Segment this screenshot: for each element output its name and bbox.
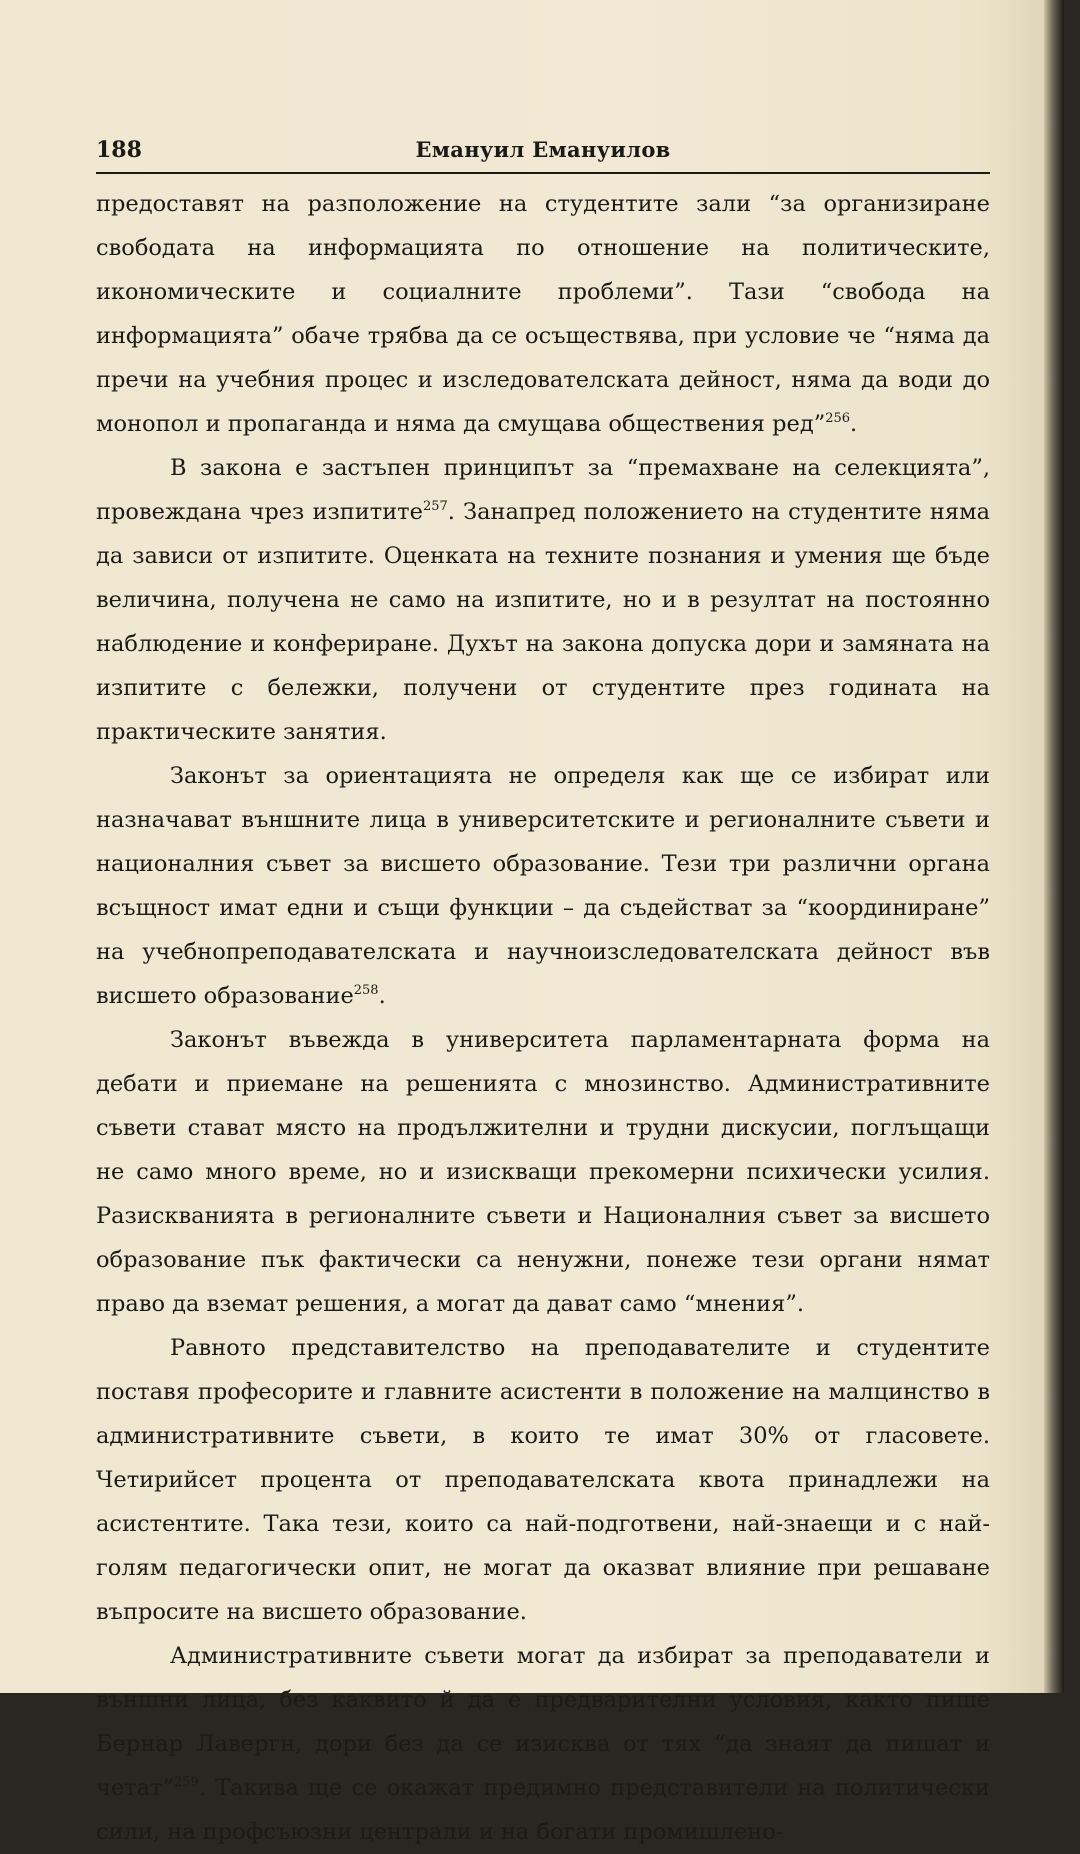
paragraph-text: Равното представителство на преподавателите и студентите поставя професорите и главните асистенти в положение на малцинство в административните съвети, в които те имат 30% от гласовете. Четирийсет процента от преподавателската квота принадлежи на асистентите. Така тези, които са най-подготвени, най-знаещи и с най-голям педагогически опит, не могат да оказват влияние при решаване въпросите на висшето образование. [96,1335,990,1625]
paragraph [96,1018,990,1326]
paragraph-text: Административните съвети могат да избират за преподаватели и външни лица, без каквито й да е предварителни условия, както пише Бернар Лавергн, дори без да се изисква от тях “да знаят да пишат и четат” [96,1643,990,1801]
paragraph-text: . Занапред положението на студентите няма да зависи от изпитите. Оценката на техните познания и умения ще бъде величина, получена не само на изпитите, но и в резултат на постоянно наблюдение и конфериране. Духът на закона допуска дори и замяната на изпитите с бележки, получени от студентите през годината на практическите занятия. [96,499,990,745]
page-number: 188 [96,137,142,163]
paragraph [96,1326,990,1634]
paragraph [96,182,990,446]
footnote-ref: 259 [174,1775,199,1790]
paragraph-text: . [850,411,858,437]
paragraph-text: Законът за ориентацията не определя как ще се избират или назначават външните лица в университетските и регионалните съвети и националния съвет за висшето образование. Тези три различни органа всъщност имат едни и същи функции – да съдействат за “координиране” на учебнопреподавателската и научноизследователската дейност във висшето образование [96,763,990,1009]
footnote-ref: 257 [422,499,448,514]
body-text [96,182,990,1854]
paragraph-text: Законът въвежда в университета парламентарната форма на дебати и приемане на решенията с мнозинство. Административните съвети стават място на продължителни и трудни дискусии, поглъщащи не само много време, но и изискващи прекомерни психически усилия. Разискванията в регионалните съвети и Националния съвет за висшето образование пък фактически са ненужни, понеже тези органи нямат право да вземат решения, а могат да дават само “мнения”. [96,1027,990,1317]
footnote-ref: 256 [825,411,851,426]
paragraph [96,446,990,754]
paragraph-text: . Такива ще се окажат предимно представители на политически сили, на профсъюзни централи и на богати промишлено- [96,1775,990,1845]
page-header [96,137,990,173]
footnote-ref: 258 [353,983,379,998]
paragraph-text: предоставят на разположение на студентите зали “за организиране свободата на информацията по отношение на политическите, икономическите и социалните проблеми”. Тази “свобода на информацията” обаче трябва да се осъществява, при условие че “няма да пречи на учебния процес и изследователската дейност, няма да води до монопол и пропаганда и няма да смущава обществения ред” [96,191,990,437]
header-rule [96,172,990,174]
paragraph [96,1634,990,1854]
running-head: Емануил Емануилов [415,137,671,162]
page-edge-shadow [1044,0,1064,1693]
paragraph-text: В закона е застъпен принципът за “премахване на селекцията”, провеждана чрез изпитите [96,455,990,525]
paragraph [96,754,990,1018]
paragraph-text: . [378,983,386,1009]
